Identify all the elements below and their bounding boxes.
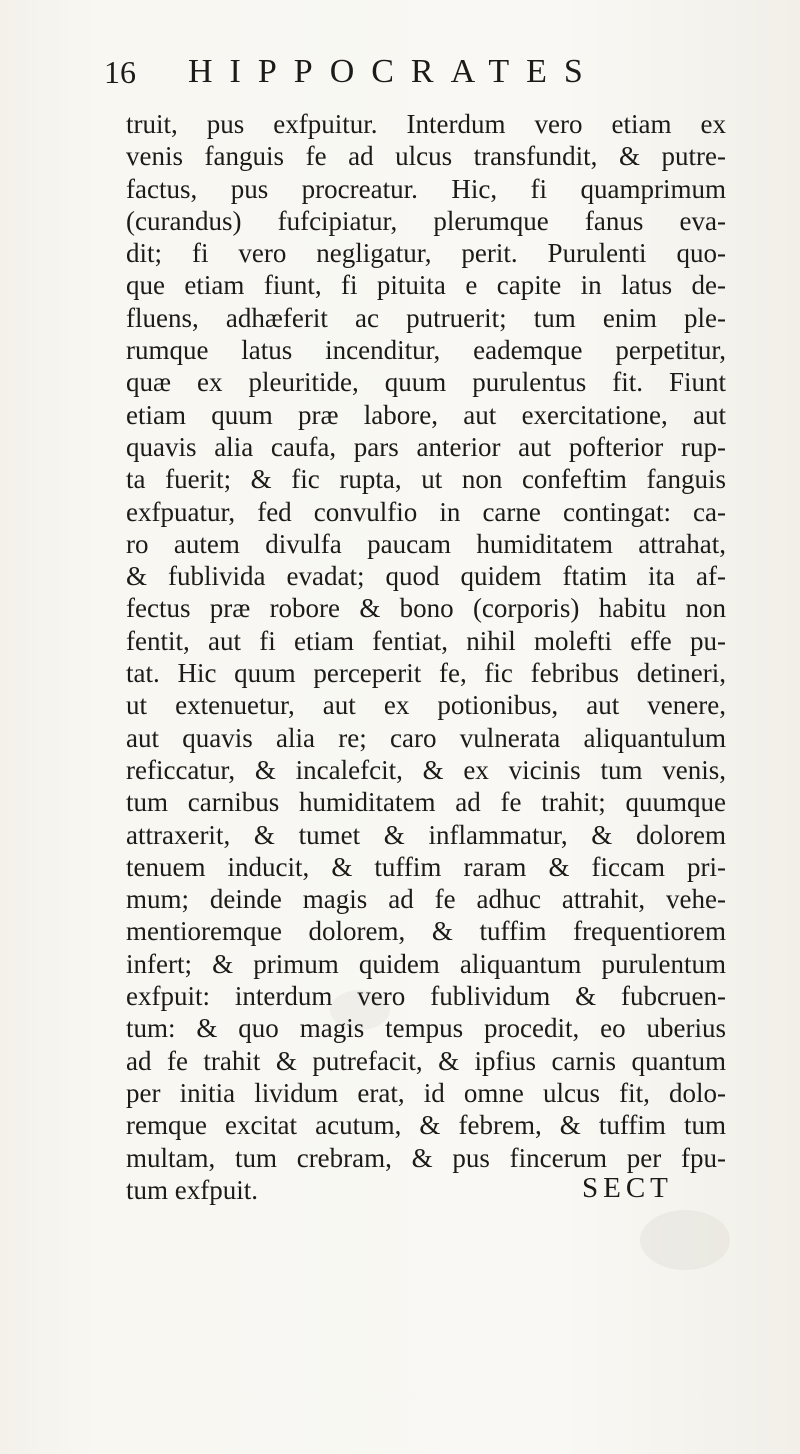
page-number: 16 — [104, 54, 136, 90]
text-line: per initia lividum erat, id omne ulcus fit, dolo- — [126, 1077, 726, 1108]
text-line: mentioremque dolorem, & tuffim frequentiorem — [126, 916, 726, 947]
text-line: attraxerit, & tumet & inflammatur, & dolorem — [126, 819, 726, 850]
text-line: mum; deinde magis ad fe adhuc attrahit, vehe- — [126, 884, 726, 915]
text-line: infert; & primum quidem aliquantum purulentum — [126, 948, 726, 979]
text-line: rumque latus incenditur, eademque perpetitur, — [126, 335, 726, 366]
text-line: aut quavis alia re; caro vulnerata aliquantulum — [126, 722, 726, 753]
text-line: tum exfpuit. — [126, 1174, 258, 1205]
text-line: fectus præ robore & bono (corporis) habitu non — [126, 593, 726, 624]
text-line: quavis alia caufa, pars anterior aut pofterior rup- — [126, 431, 726, 462]
text-line: tum: & quo magis tempus procedit, eo uberius — [126, 1013, 726, 1044]
paper-stain — [640, 1210, 730, 1270]
text-line: factus, pus procreatur. Hic, fi quamprimum — [126, 173, 726, 204]
running-head: HIPPOCRATES — [188, 53, 600, 90]
text-line: quæ ex pleuritide, quum purulentus fit. Fiunt — [126, 367, 726, 398]
text-line: ta fuerit; & fic rupta, ut non confeftim fanguis — [126, 464, 726, 495]
text-line: ut extenuetur, aut ex potionibus, aut venere, — [126, 690, 726, 721]
text-line: multam, tum crebram, & pus fincerum per fpu- — [126, 1142, 726, 1173]
text-line: tenuem inducit, & tuffim raram & ficcam pri- — [126, 851, 726, 882]
text-line: ad fe trahit & putrefacit, & ipfius carnis quantum — [126, 1045, 726, 1076]
text-line: fentit, aut fi etiam fentiat, nihil molefti effe pu- — [126, 625, 726, 656]
text-line: reficcatur, & incalefcit, & ex vicinis tum venis, — [126, 754, 726, 785]
text-line: & fublivida evadat; quod quidem ftatim ita af- — [126, 561, 726, 592]
body-text — [126, 108, 726, 1206]
page-header — [104, 52, 664, 92]
text-line: ro autem divulfa paucam humiditatem attrahat, — [126, 528, 726, 559]
text-line: etiam quum præ labore, aut exercitatione, aut — [126, 399, 726, 430]
text-line: remque excitat acutum, & febrem, & tuffim tum — [126, 1110, 726, 1141]
catchword: SECT — [582, 1172, 673, 1204]
text-line: dit; fi vero negligatur, perit. Purulenti quo- — [126, 238, 726, 269]
text-line: tat. Hic quum perceperit fe, fic febribus detineri, — [126, 658, 726, 689]
text-line: tum carnibus humiditatem ad fe trahit; quumque — [126, 787, 726, 818]
text-line: exfpuatur, fed convulfio in carne contingat: ca- — [126, 496, 726, 527]
text-line: venis fanguis fe ad ulcus transfundit, & putre- — [126, 141, 726, 172]
text-line: que etiam fiunt, fi pituita e capite in latus de- — [126, 270, 726, 301]
text-line: exfpuit: interdum vero fublividum & fubcruen- — [126, 981, 726, 1012]
text-line: (curandus) fufcipiatur, plerumque fanus eva- — [126, 205, 726, 236]
text-line: truit, pus exfpuitur. Interdum vero etiam ex — [126, 109, 726, 139]
text-line: fluens, adhæferit ac putruerit; tum enim ple- — [126, 302, 726, 333]
